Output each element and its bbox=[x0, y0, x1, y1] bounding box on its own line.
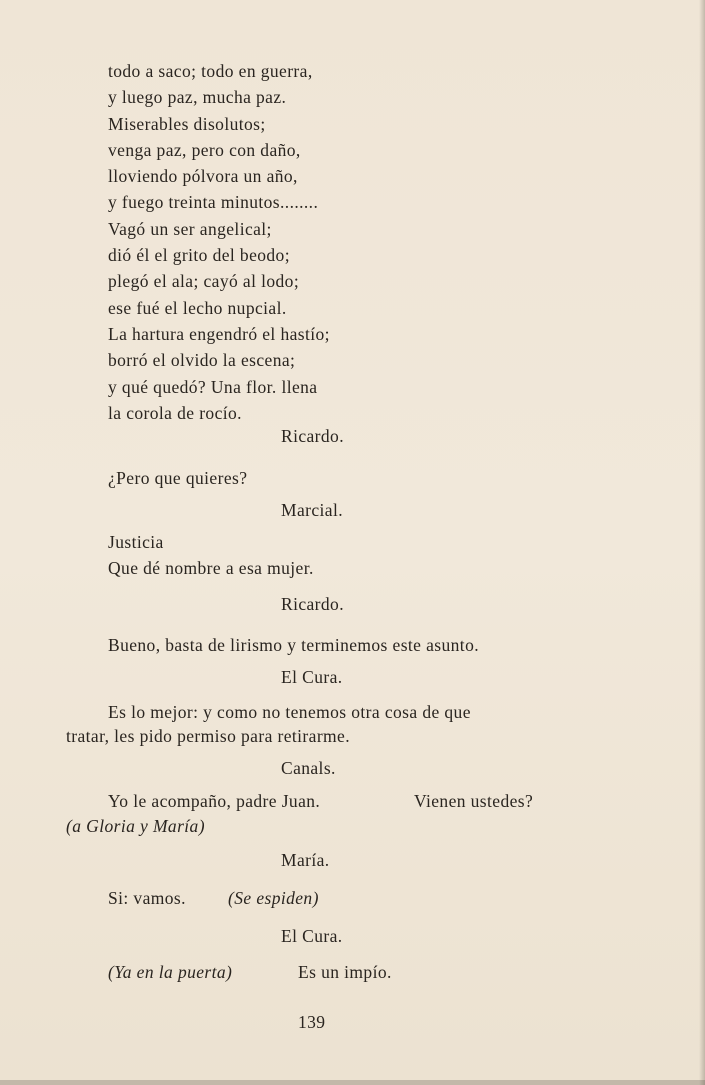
verse-line: lloviendo pólvora un año, bbox=[108, 166, 298, 187]
dialogue-line: Bueno, basta de lirismo y terminemos este asunto. bbox=[108, 635, 479, 655]
verse-line: Vagó un ser angelical; bbox=[108, 218, 272, 239]
verse-line: venga paz, pero con daño, bbox=[108, 139, 301, 160]
speaker-canals: Canals. bbox=[281, 758, 336, 778]
verse-line: dió él el grito del beodo; bbox=[108, 245, 290, 266]
verse-line: y luego paz, mucha paz. bbox=[108, 87, 287, 108]
verse-line: Miserables disolutos; bbox=[108, 113, 266, 134]
stage-direction: (Ya en la puerta) bbox=[108, 962, 233, 982]
speaker-maria: María. bbox=[281, 850, 330, 870]
speaker-ricardo: Ricardo. bbox=[281, 594, 344, 614]
page-bottom-edge bbox=[0, 1080, 705, 1085]
dialogue-line: Si: vamos. bbox=[108, 888, 186, 908]
verse-line: y fuego treinta minutos........ bbox=[108, 192, 319, 213]
dialogue-line: Vienen ustedes? bbox=[414, 791, 534, 811]
verse-line: la corola de rocío. bbox=[108, 402, 242, 423]
verse-block bbox=[108, 58, 330, 426]
dialogue-line: tratar, les pido permiso para retirarme. bbox=[66, 726, 351, 746]
dialogue-line: Justicia bbox=[108, 532, 164, 552]
dialogue-line: Yo le acompaño, padre Juan. bbox=[108, 791, 321, 811]
speaker-el-cura: El Cura. bbox=[281, 667, 343, 687]
dialogue-line: Es lo mejor: y como no tenemos otra cosa de que bbox=[108, 702, 471, 722]
speaker-el-cura: El Cura. bbox=[281, 926, 343, 946]
verse-line: borró el olvido la escena; bbox=[108, 350, 296, 371]
speaker-ricardo: Ricardo. bbox=[281, 426, 344, 446]
verse-line: y qué quedó? Una flor. llena bbox=[108, 376, 318, 397]
page-number: 139 bbox=[298, 1012, 326, 1032]
stage-direction: (a Gloria y María) bbox=[66, 816, 205, 836]
verse-line: todo a saco; todo en guerra, bbox=[108, 61, 313, 81]
stage-direction: (Se espiden) bbox=[228, 888, 319, 908]
speaker-marcial: Marcial. bbox=[281, 500, 343, 520]
dialogue-line: ¿Pero que quieres? bbox=[108, 468, 248, 488]
verse-line: La hartura engendró el hastío; bbox=[108, 323, 330, 344]
dialogue-line: Que dé nombre a esa mujer. bbox=[108, 558, 314, 578]
dialogue-line: Es un impío. bbox=[298, 962, 392, 982]
verse-line: plegó el ala; cayó al lodo; bbox=[108, 271, 300, 292]
page-edge-shadow bbox=[699, 0, 705, 1085]
verse-line: ese fué el lecho nupcial. bbox=[108, 297, 287, 318]
